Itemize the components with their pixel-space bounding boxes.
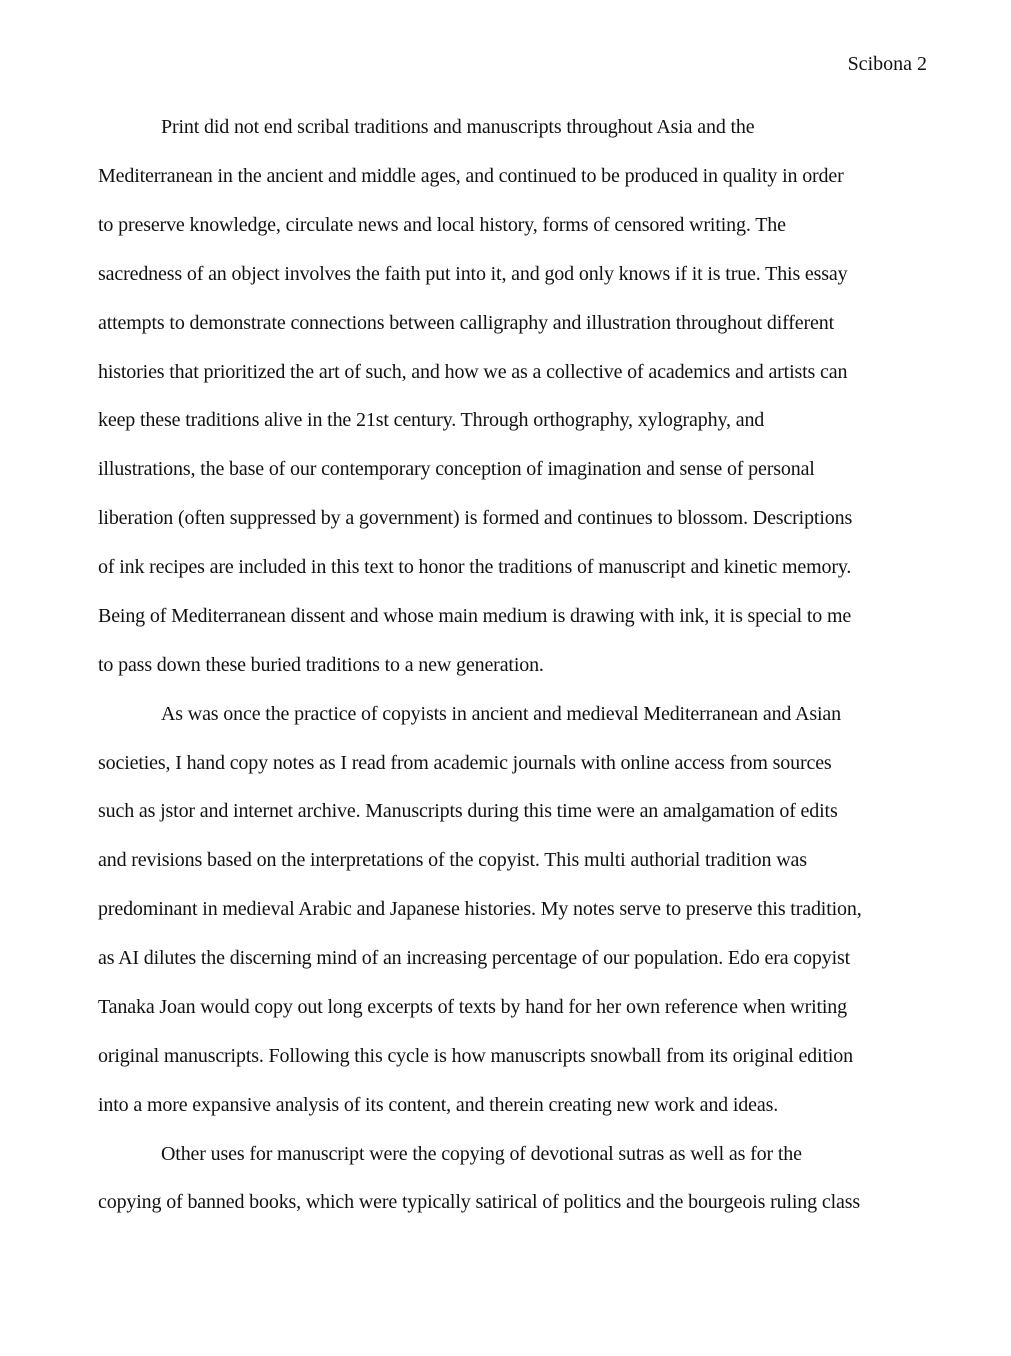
text-line: to preserve knowledge, circulate news and local history, forms of censored writing. The	[98, 214, 786, 236]
text-line: original manuscripts. Following this cycle is how manuscripts snowball from its original edition	[98, 1045, 853, 1067]
text-line: to pass down these buried traditions to a new generation.	[98, 654, 544, 676]
text-line: societies, I hand copy notes as I read from academic journals with online access from sources	[98, 752, 832, 774]
text-line: Mediterranean in the ancient and middle ages, and continued to be produced in quality in order	[98, 165, 844, 187]
text-line: Tanaka Joan would copy out long excerpts of texts by hand for her own reference when writing	[98, 996, 848, 1018]
text-line: Other uses for manuscript were the copying of devotional sutras as well as for the	[161, 1143, 802, 1165]
text-line: As was once the practice of copyists in ancient and medieval Mediterranean and Asian	[161, 703, 841, 725]
text-line: predominant in medieval Arabic and Japanese histories. My notes serve to preserve this tradition,	[98, 898, 862, 920]
text-line: attempts to demonstrate connections between calligraphy and illustration throughout different	[98, 312, 835, 334]
text-line: copying of banned books, which were typically satirical of politics and the bourgeois ruling class	[98, 1191, 860, 1213]
text-line: histories that prioritized the art of such, and how we as a collective of academics and artists can	[98, 361, 848, 383]
text-line: Print did not end scribal traditions and manuscripts throughout Asia and the	[161, 116, 755, 138]
text-line: sacredness of an object involves the faith put into it, and god only knows if it is true. This essay	[98, 263, 848, 285]
text-line: of ink recipes are included in this text to honor the traditions of manuscript and kinetic memory.	[98, 556, 852, 578]
text-line: such as jstor and internet archive. Manuscripts during this time were an amalgamation of edits	[98, 800, 838, 822]
text-line: illustrations, the base of our contemporary conception of imagination and sense of personal	[98, 458, 815, 480]
text-line: Being of Mediterranean dissent and whose main medium is drawing with ink, it is special to me	[98, 605, 852, 627]
running-head: Scibona 2	[847, 53, 927, 75]
text-line: liberation (often suppressed by a government) is formed and continues to blossom. Descriptions	[98, 507, 853, 529]
text-line: into a more expansive analysis of its content, and therein creating new work and ideas.	[98, 1094, 779, 1116]
text-line: keep these traditions alive in the 21st century. Through orthography, xylography, and	[98, 409, 765, 431]
text-line: as AI dilutes the discerning mind of an increasing percentage of our population. Edo era copyist	[98, 947, 851, 969]
text-line: and revisions based on the interpretations of the copyist. This multi authorial tradition was	[98, 849, 807, 871]
